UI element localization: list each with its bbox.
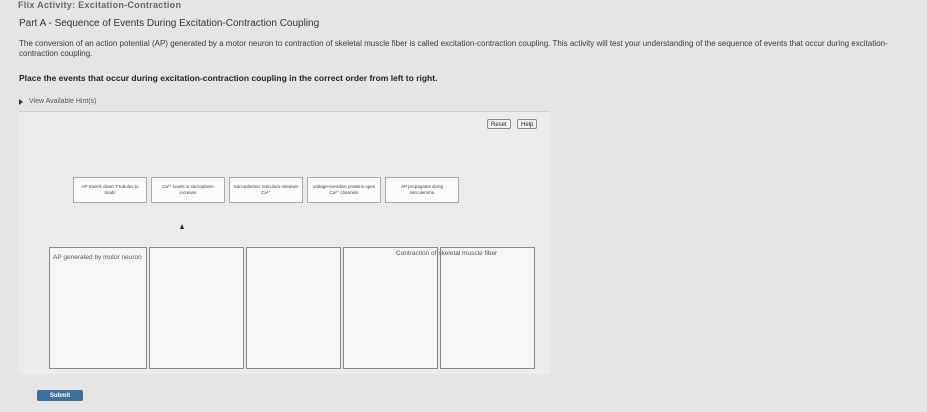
drop-slot[interactable] (149, 247, 244, 369)
drop-slot[interactable] (49, 247, 147, 369)
expand-triangle-icon (19, 99, 23, 105)
event-card[interactable] (307, 177, 381, 203)
event-card-label: Sarcoplasmic reticulum releases Ca²⁺ (233, 184, 299, 195)
event-card[interactable] (73, 177, 147, 203)
drop-slot[interactable] (440, 247, 535, 369)
view-hints-toggle[interactable] (19, 98, 96, 105)
sequence-drop-row (49, 247, 535, 369)
sequence-end-label: Contraction of skeletal muscle fiber (396, 250, 498, 257)
draggable-card-bank (73, 177, 459, 203)
reset-button[interactable]: Reset (487, 119, 511, 129)
event-card-label: Voltage-sensitive proteins open Ca²⁺ channels (312, 184, 376, 195)
drop-slot[interactable] (246, 247, 341, 369)
part-title: Part A - Sequence of Events During Excitation-Contraction Coupling (19, 18, 320, 29)
view-hints-label: View Available Hint(s) (29, 98, 97, 105)
mouse-pointer-icon (180, 224, 184, 229)
activity-tab-title: Flix Activity: Excitation-Contraction (18, 0, 182, 10)
intro-text: The conversion of an action potential (AP) generated by a motor neuron to contraction of skeletal muscle fiber is called excitation-contraction coupling. This activity will test your understanding of the sequence of events that occur during excitation-contraction coupling. (19, 39, 888, 58)
instruction-text: Place the events that occur during excitation-contraction coupling in the correct order from left to right. (19, 73, 438, 83)
submit-button[interactable]: Submit (37, 390, 83, 401)
event-card-label: AP propagates along sarcolemma (401, 184, 443, 195)
drop-slot[interactable] (343, 247, 438, 369)
sequence-start-label: AP generated by motor neuron (53, 254, 142, 261)
event-card-label: Ca²⁺ levels in sarcoplasm increase (162, 184, 214, 195)
event-card[interactable] (385, 177, 459, 203)
event-card-label: AP travels down T tubules to triads (81, 184, 139, 195)
help-button[interactable]: Help (517, 119, 537, 129)
event-card[interactable] (151, 177, 225, 203)
event-card[interactable] (229, 177, 303, 203)
